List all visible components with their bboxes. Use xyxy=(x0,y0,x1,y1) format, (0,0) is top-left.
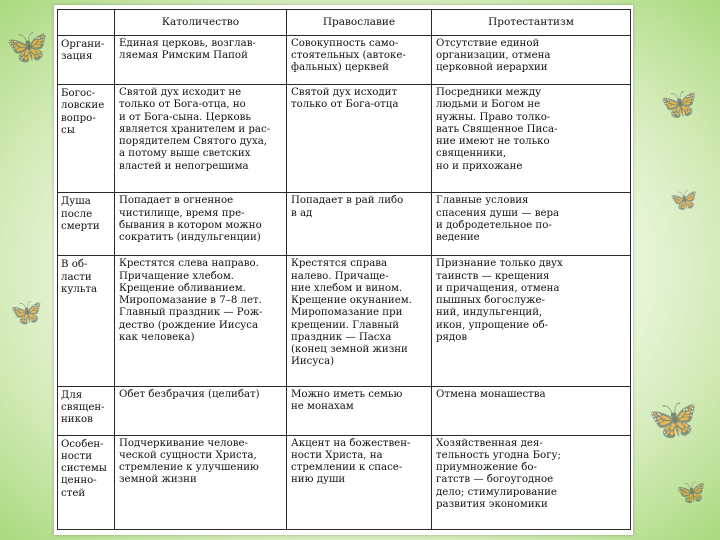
table-header-row xyxy=(58,10,631,36)
table-cell: Совокупность само- стоятельных (автоке- фальных) церквей xyxy=(287,36,432,85)
table-cell: Святой дух исходит не только от Бога-отца, но и от Бога-сына. Церковь является хранителем и рас- порядителем Святого духа, а потому выше светских властей и непогрешима xyxy=(115,85,287,193)
header-orthodoxy: Православие xyxy=(287,10,432,36)
table-row xyxy=(58,193,631,256)
header-catholicism: Католичество xyxy=(115,10,287,36)
table-cell: Отсутствие единой организации, отмена церковной иерархии xyxy=(432,36,631,85)
table-cell: Крестятся слева направо. Причащение хлебом. Крещение обливанием. Миропомазание в 7–8 лет. Главный праздник — Рож- дество (рождение Иисуса как человека) xyxy=(115,256,287,386)
table-cell: Попадает в огненное чистилище, время пре- бывания в котором можно сократить (индульгенции) xyxy=(115,193,287,256)
header-protestantism: Протестантизм xyxy=(432,10,631,36)
header-corner xyxy=(58,10,115,36)
butterfly-icon: 🦋 xyxy=(670,188,698,213)
butterfly-icon: 🦋 xyxy=(6,27,49,67)
table-cell: Можно иметь семью не монахам xyxy=(287,386,432,435)
table-cell: Главные условия спасения души — вера и добродетельное по- ведение xyxy=(432,193,631,256)
row-label: Душа после смерти xyxy=(58,193,115,256)
table-row xyxy=(58,386,631,435)
row-label: В об- ласти культа xyxy=(58,256,115,386)
table-cell: Признание только двух таинств — крещения и причащения, отмена пышных богослуже- ний, индульгенций, икон, упрощение об- рядов xyxy=(432,256,631,386)
table-cell: Обет безбрачия (целибат) xyxy=(115,386,287,435)
row-label: Органи- зация xyxy=(58,36,115,85)
butterfly-icon: 🦋 xyxy=(660,87,698,122)
row-label: Особен- ности системы ценно- стей xyxy=(58,435,115,529)
butterfly-icon: 🦋 xyxy=(10,298,43,328)
slide-card xyxy=(54,5,633,535)
table-row xyxy=(58,435,631,529)
table-cell: Попадает в рай либо в ад xyxy=(287,193,432,256)
comparison-table xyxy=(57,9,631,530)
butterfly-icon: 🦋 xyxy=(648,397,698,443)
table-cell: Святой дух исходит только от Бога-отца xyxy=(287,85,432,193)
row-label: Богос- ловские вопро- сы xyxy=(58,85,115,193)
row-label: Для священ- ников xyxy=(58,386,115,435)
table-cell: Хозяйственная дея- тельность угодна Богу; приумножение бо- гатств — богоугодное дело; стимулирование развития экономики xyxy=(432,435,631,529)
butterfly-icon: 🦋 xyxy=(676,478,706,506)
table-cell: Подчеркивание челове- ческой сущности Христа, стремление к улучшению земной жизни xyxy=(115,435,287,529)
table-row xyxy=(58,85,631,193)
table-cell: Посредники между людьми и Богом не нужны. Право толко- вать Священное Писа- ние имеют не только священники, но и прихожане xyxy=(432,85,631,193)
table-cell: Акцент на божествен- ности Христа, на стремлении к спасе- нию души xyxy=(287,435,432,529)
table-cell: Крестятся справа налево. Причаще- ние хлебом и вином. Крещение окунанием. Миропомазание при крещении. Главный праздник — Пасха (конец земной жизни Иисуса) xyxy=(287,256,432,386)
table-cell: Отмена монашества xyxy=(432,386,631,435)
table-cell: Единая церковь, возглав- ляемая Римским Папой xyxy=(115,36,287,85)
table-row xyxy=(58,36,631,85)
table-row xyxy=(58,256,631,386)
